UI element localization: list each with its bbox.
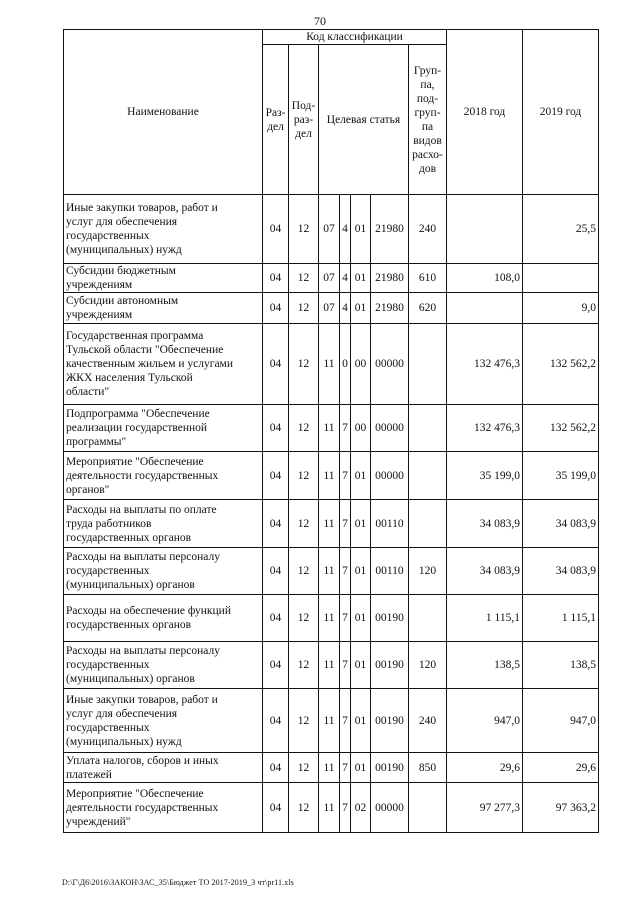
cell-amount-2018 — [447, 195, 523, 264]
cell-target-subprogram: 7 — [340, 689, 351, 753]
cell-target-subprogram: 7 — [340, 595, 351, 642]
cell-target-program: 11 — [319, 500, 340, 548]
cell-target-event: 01 — [351, 195, 371, 264]
cell-target-program: 07 — [319, 195, 340, 264]
cell-target-program: 11 — [319, 689, 340, 753]
cell-expense-group — [409, 405, 447, 452]
cell-target-event: 01 — [351, 264, 371, 293]
cell-section: 04 — [263, 293, 289, 324]
cell-amount-2019: 9,0 — [523, 293, 599, 324]
cell-target-direction: 00190 — [371, 753, 409, 783]
cell-target-event: 02 — [351, 783, 371, 833]
cell-target-direction: 21980 — [371, 293, 409, 324]
cell-section: 04 — [263, 642, 289, 689]
table-body — [64, 195, 599, 833]
cell-expense-group — [409, 324, 447, 405]
cell-target-subprogram: 7 — [340, 452, 351, 500]
cell-section: 04 — [263, 452, 289, 500]
row-name: Расходы на выплаты по оплате труда работников государственных органов — [64, 500, 263, 548]
row-name: Мероприятие "Обеспечение деятельности государственных учреждений" — [64, 783, 263, 833]
row-name: Мероприятие "Обеспечение деятельности государственных органов" — [64, 452, 263, 500]
table-row — [64, 195, 599, 264]
cell-subsection: 12 — [289, 689, 319, 753]
cell-target-subprogram: 4 — [340, 195, 351, 264]
cell-target-program: 11 — [319, 324, 340, 405]
cell-subsection: 12 — [289, 405, 319, 452]
cell-target-direction: 00000 — [371, 405, 409, 452]
cell-expense-group: 610 — [409, 264, 447, 293]
cell-amount-2019: 25,5 — [523, 195, 599, 264]
cell-target-event: 01 — [351, 500, 371, 548]
column-header-target-article: Целевая статья — [319, 45, 409, 195]
column-header-2019: 2019 год — [523, 30, 599, 195]
cell-section: 04 — [263, 753, 289, 783]
table-row — [64, 452, 599, 500]
cell-subsection: 12 — [289, 753, 319, 783]
cell-expense-group — [409, 500, 447, 548]
cell-amount-2018: 34 083,9 — [447, 548, 523, 595]
cell-target-program: 11 — [319, 405, 340, 452]
cell-amount-2018: 1 115,1 — [447, 595, 523, 642]
cell-target-event: 01 — [351, 642, 371, 689]
cell-amount-2019: 35 199,0 — [523, 452, 599, 500]
row-name: Государственная программа Тульской области "Обеспечение качественным жильем и услугами ЖКХ населения Тульской области" — [64, 324, 263, 405]
row-name: Субсидии бюджетным учреждениям — [64, 264, 263, 293]
cell-target-event: 01 — [351, 452, 371, 500]
table-row — [64, 548, 599, 595]
cell-target-direction: 00000 — [371, 783, 409, 833]
cell-target-event: 00 — [351, 324, 371, 405]
cell-amount-2018: 108,0 — [447, 264, 523, 293]
cell-section: 04 — [263, 324, 289, 405]
table-row — [64, 783, 599, 833]
cell-target-program: 07 — [319, 293, 340, 324]
cell-target-event: 01 — [351, 548, 371, 595]
cell-amount-2018: 35 199,0 — [447, 452, 523, 500]
cell-target-direction: 00190 — [371, 642, 409, 689]
cell-expense-group: 240 — [409, 195, 447, 264]
cell-target-subprogram: 7 — [340, 753, 351, 783]
budget-table — [63, 29, 599, 833]
column-header-section: Раз- дел — [263, 45, 289, 195]
cell-target-direction: 21980 — [371, 195, 409, 264]
cell-amount-2018: 97 277,3 — [447, 783, 523, 833]
cell-subsection: 12 — [289, 642, 319, 689]
cell-amount-2018: 29,6 — [447, 753, 523, 783]
cell-target-direction: 00000 — [371, 324, 409, 405]
cell-subsection: 12 — [289, 783, 319, 833]
table-row — [64, 264, 599, 293]
cell-amount-2019: 1 115,1 — [523, 595, 599, 642]
cell-target-direction: 00110 — [371, 548, 409, 595]
cell-subsection: 12 — [289, 324, 319, 405]
cell-amount-2019: 138,5 — [523, 642, 599, 689]
cell-target-subprogram: 7 — [340, 783, 351, 833]
cell-target-subprogram: 7 — [340, 642, 351, 689]
cell-amount-2019: 132 562,2 — [523, 405, 599, 452]
cell-amount-2018: 138,5 — [447, 642, 523, 689]
cell-expense-group — [409, 783, 447, 833]
row-name: Подпрограмма "Обеспечение реализации государственной программы" — [64, 405, 263, 452]
cell-amount-2018: 947,0 — [447, 689, 523, 753]
table-header-row — [64, 30, 599, 45]
cell-target-program: 11 — [319, 753, 340, 783]
cell-target-subprogram: 7 — [340, 500, 351, 548]
cell-target-event: 01 — [351, 689, 371, 753]
cell-target-direction: 00000 — [371, 452, 409, 500]
row-name: Уплата налогов, сборов и иных платежей — [64, 753, 263, 783]
table-row — [64, 642, 599, 689]
cell-amount-2019: 947,0 — [523, 689, 599, 753]
cell-section: 04 — [263, 595, 289, 642]
cell-amount-2018: 34 083,9 — [447, 500, 523, 548]
cell-section: 04 — [263, 548, 289, 595]
cell-amount-2019: 34 083,9 — [523, 500, 599, 548]
cell-target-direction: 00190 — [371, 595, 409, 642]
cell-section: 04 — [263, 689, 289, 753]
cell-amount-2018 — [447, 293, 523, 324]
table-row — [64, 405, 599, 452]
cell-subsection: 12 — [289, 264, 319, 293]
cell-target-direction: 00110 — [371, 500, 409, 548]
cell-expense-group: 120 — [409, 642, 447, 689]
cell-amount-2018: 132 476,3 — [447, 324, 523, 405]
column-header-expense-group: Груп- па, под- груп- па видов расхо- дов — [409, 45, 447, 195]
cell-subsection: 12 — [289, 595, 319, 642]
row-name: Субсидии автономным учреждениям — [64, 293, 263, 324]
page-number: 70 — [314, 14, 326, 28]
cell-target-subprogram: 7 — [340, 405, 351, 452]
table-row — [64, 689, 599, 753]
cell-target-subprogram: 0 — [340, 324, 351, 405]
cell-target-program: 11 — [319, 642, 340, 689]
cell-section: 04 — [263, 783, 289, 833]
row-name: Расходы на обеспечение функций государственных органов — [64, 595, 263, 642]
cell-expense-group: 240 — [409, 689, 447, 753]
table-row — [64, 324, 599, 405]
cell-target-program: 11 — [319, 548, 340, 595]
cell-amount-2019: 132 562,2 — [523, 324, 599, 405]
file-path-footer: D:\Г\Д6\2016\ЗАКОН\ЗАС_35\Бюджет ТО 2017-2019_3 чт\pr11.xls — [62, 878, 294, 887]
column-header-subsection: Под- раз- дел — [289, 45, 319, 195]
cell-subsection: 12 — [289, 500, 319, 548]
cell-target-subprogram: 4 — [340, 264, 351, 293]
table-row — [64, 293, 599, 324]
cell-target-subprogram: 7 — [340, 548, 351, 595]
row-name: Иные закупки товаров, работ и услуг для обеспечения государственных (муниципальных) нужд — [64, 195, 263, 264]
cell-target-event: 01 — [351, 293, 371, 324]
cell-target-program: 11 — [319, 595, 340, 642]
cell-amount-2019: 34 083,9 — [523, 548, 599, 595]
table-row — [64, 500, 599, 548]
cell-amount-2019 — [523, 264, 599, 293]
cell-subsection: 12 — [289, 293, 319, 324]
column-header-name: Наименование — [64, 30, 263, 195]
cell-amount-2019: 29,6 — [523, 753, 599, 783]
cell-target-subprogram: 4 — [340, 293, 351, 324]
cell-target-direction: 00190 — [371, 689, 409, 753]
cell-section: 04 — [263, 264, 289, 293]
cell-subsection: 12 — [289, 452, 319, 500]
cell-amount-2019: 97 363,2 — [523, 783, 599, 833]
cell-target-event: 00 — [351, 405, 371, 452]
cell-expense-group — [409, 452, 447, 500]
table-row — [64, 595, 599, 642]
column-header-classification: Код классификации — [263, 30, 447, 45]
cell-target-direction: 21980 — [371, 264, 409, 293]
cell-expense-group: 850 — [409, 753, 447, 783]
cell-section: 04 — [263, 500, 289, 548]
cell-target-program: 07 — [319, 264, 340, 293]
row-name: Расходы на выплаты персоналу государственных (муниципальных) органов — [64, 548, 263, 595]
cell-expense-group: 620 — [409, 293, 447, 324]
cell-expense-group: 120 — [409, 548, 447, 595]
cell-target-program: 11 — [319, 452, 340, 500]
table-row — [64, 753, 599, 783]
cell-subsection: 12 — [289, 548, 319, 595]
cell-section: 04 — [263, 195, 289, 264]
cell-subsection: 12 — [289, 195, 319, 264]
cell-target-event: 01 — [351, 595, 371, 642]
row-name: Иные закупки товаров, работ и услуг для обеспечения государственных (муниципальных) нужд — [64, 689, 263, 753]
column-header-2018: 2018 год — [447, 30, 523, 195]
cell-amount-2018: 132 476,3 — [447, 405, 523, 452]
cell-expense-group — [409, 595, 447, 642]
cell-target-program: 11 — [319, 783, 340, 833]
cell-section: 04 — [263, 405, 289, 452]
row-name: Расходы на выплаты персоналу государственных (муниципальных) органов — [64, 642, 263, 689]
cell-target-event: 01 — [351, 753, 371, 783]
